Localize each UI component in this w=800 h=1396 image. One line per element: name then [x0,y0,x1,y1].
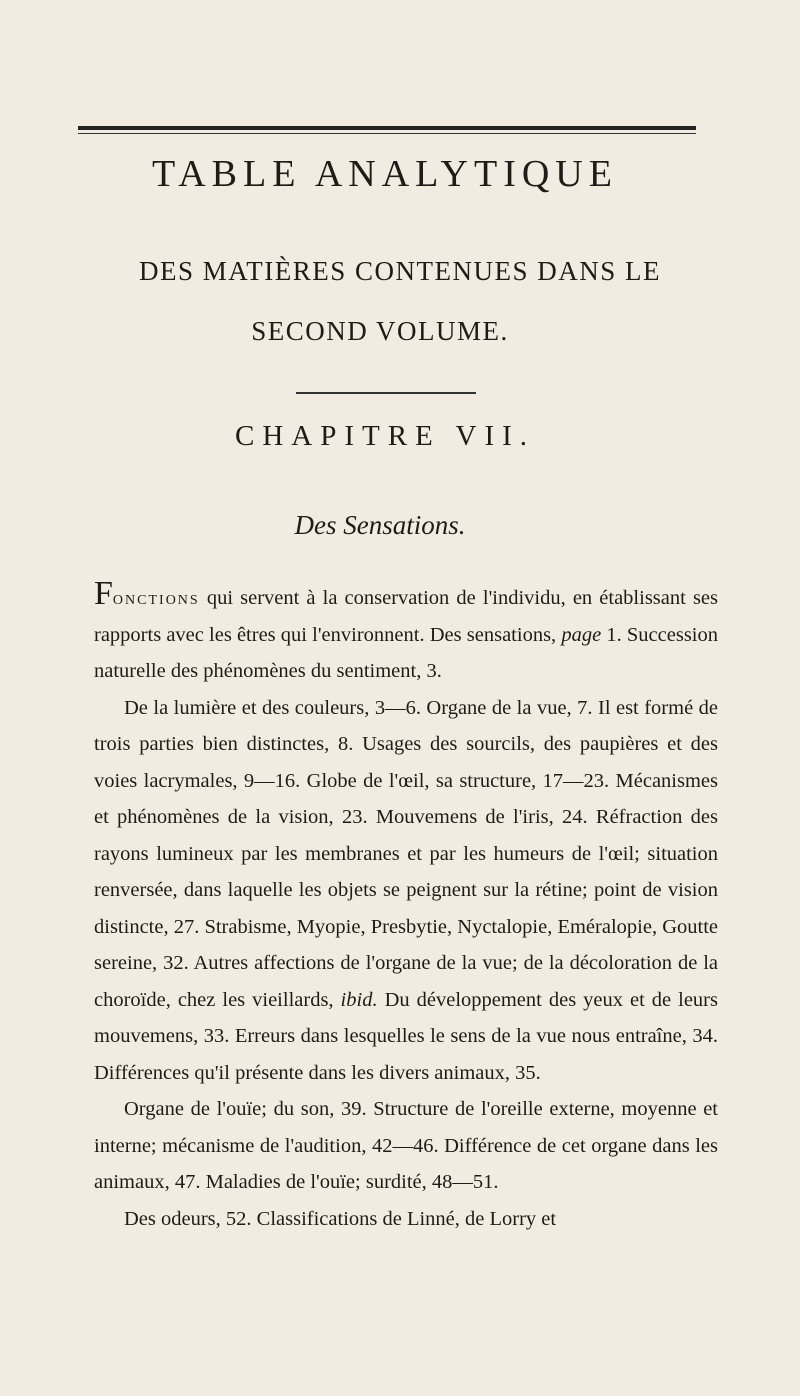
paragraph-3: Organe de l'ouïe; du son, 39. Structure de l'oreille externe, moyenne et interne; mécanisme de l'audition, 42—46. Différence de cet organe dans les animaux, 47. Maladies de l'ouïe; surdité, 48—51. [94,1098,718,1193]
chapter-heading: CHAPITRE VII. [234,420,536,452]
paragraph-4: Des odeurs, 52. Classifications de Linné, de Lorry et [124,1207,557,1230]
paragraph-1 [94,575,718,690]
body-text [94,575,718,1237]
top-thin-rule [78,133,696,134]
paragraph-2-text-b: Du développement des yeux et de leurs mouvemens, 33. Erreurs dans lesquelles le sens de la vue nous entraîne, 34. Différences qu'il présente dans les divers animaux, 35. [94,988,718,1084]
smallcaps-word: onctions [112,587,200,609]
section-divider [296,392,476,394]
paragraph-1-text-a: qui servent à la conservation de l'individu, en établissant ses rapports avec les êtres qui l'environnent. Des sensations, [94,587,718,646]
paragraph-1-text-b: 1. Succession naturelle des phénomènes du sentiment, 3. [94,623,718,682]
drop-cap: F [94,575,113,612]
italic-page: page [561,623,602,646]
paragraph-2 [94,690,718,1092]
top-double-rule [78,126,696,130]
subtitle-line-1: DES MATIÈRES CONTENUES DANS LE [138,256,661,286]
italic-ibid: ibid. [340,988,378,1011]
subtitle-line-2: SECOND VOLUME. [251,316,509,346]
chapter-title: Des Sensations. [294,510,466,540]
paragraph-2-text-a: De la lumière et des couleurs, 3—6. Organe de la vue, 7. Il est formé de trois parties bien distinctes, 8. Usages des sourcils, des paupières et des voies lacrymales, 9—16. Globe de l'œil, sa structure, 17—23. Mécanismes et phénomènes de la vision, 23. Mouvemens de l'iris, 24. Réfraction des rayons lumineux par les membranes et par les humeurs de l'œil; situation renversée, dans laquelle les objets se peignent sur la rétine; point de vision distincte, 27. Strabisme, Myopie, Presbytie, Nyctalopie, Eméralopie, Goutte sereine, 32. Autres affections de l'organe de la vue; de la décoloration de la choroïde, chez les vieillards, [94,696,718,1011]
page-title: TABLE ANALYTIQUE [152,153,618,195]
